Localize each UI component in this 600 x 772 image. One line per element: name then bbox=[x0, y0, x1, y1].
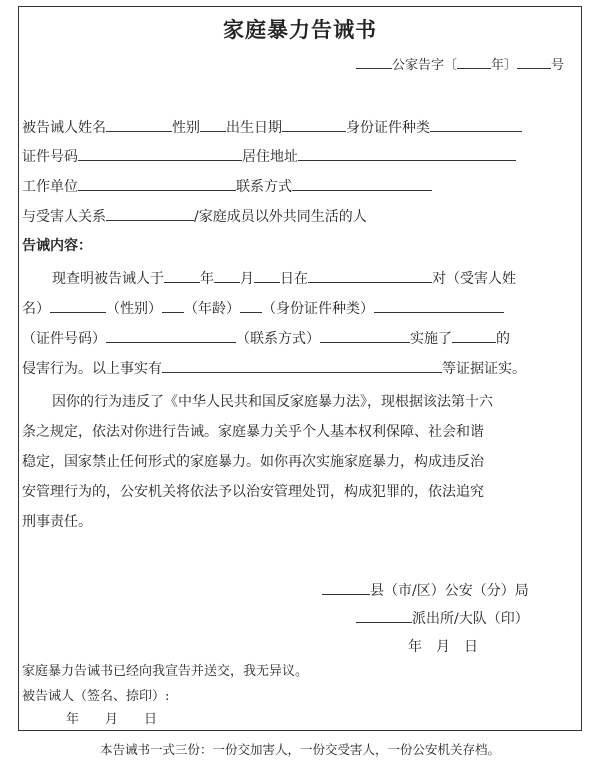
day-blank[interactable] bbox=[254, 268, 280, 283]
work-field[interactable] bbox=[78, 176, 236, 191]
signature-bureau: 县（市/区）公安（分）局 bbox=[322, 580, 529, 600]
name-field[interactable] bbox=[106, 117, 172, 132]
victim-id-no-blank[interactable] bbox=[106, 328, 236, 343]
relation-field[interactable] bbox=[106, 206, 194, 221]
birth-field[interactable] bbox=[282, 117, 346, 132]
evidence-blank[interactable] bbox=[162, 358, 442, 373]
id-type-field[interactable] bbox=[430, 117, 522, 132]
para-line-2: 条之规定，依法对你进行告诫。家庭暴力关乎个人基本权利保障、社会和谐 bbox=[22, 424, 484, 440]
signature-station: 派出所/大队（印） bbox=[356, 608, 529, 628]
victim-name-blank[interactable] bbox=[50, 298, 106, 313]
doc-number-blank[interactable] bbox=[356, 54, 392, 69]
doc-number: 公家告字〔 年〕 号 bbox=[356, 54, 564, 75]
para-line-4: 安管理行为的，公安机关将依法予以治安管理处罚，构成犯罪的，依法追究 bbox=[22, 484, 484, 500]
victim-gender-blank[interactable] bbox=[162, 298, 184, 313]
victim-id-type-blank[interactable] bbox=[374, 298, 504, 313]
id-no-field[interactable] bbox=[78, 146, 242, 161]
row-name: 被告诫人姓名 性别 出生日期 身份证件种类 bbox=[22, 117, 522, 137]
footer-note: 本告诫书一式三份：一份交加害人，一份交受害人，一份公安机关存档。 bbox=[99, 742, 500, 757]
row-relation: 与受害人关系 /家庭成员以外共同生活的人 bbox=[22, 206, 367, 226]
place-blank[interactable] bbox=[308, 268, 432, 283]
doc-title: 家庭暴力告诫书 bbox=[223, 17, 377, 42]
content-line-4: 侵害行为。以上事实有 等证据证实。 bbox=[22, 358, 526, 378]
para-line-1: 因你的行为违反了《中华人民共和国反家庭暴力法》，现根据该法第十六 bbox=[52, 394, 493, 410]
para-line-5: 刑事责任。 bbox=[22, 514, 92, 530]
month-blank[interactable] bbox=[214, 268, 240, 283]
content-line-1: 现查明被告诫人于 年 月 日在 对（受害人姓 bbox=[52, 268, 516, 288]
contact-field[interactable] bbox=[292, 176, 432, 191]
content-line-2: 名） （性别） （年龄） （身份证件种类） bbox=[22, 298, 504, 318]
content-line-3: （证件号码） （联系方式） 实施了 的 bbox=[22, 328, 510, 348]
signature-date: 年 月 日 bbox=[408, 639, 478, 655]
act-blank[interactable] bbox=[452, 328, 496, 343]
victim-contact-blank[interactable] bbox=[320, 328, 410, 343]
gender-field[interactable] bbox=[200, 117, 226, 132]
doc-year-blank[interactable] bbox=[457, 54, 491, 69]
ack-date: 年 月 日 bbox=[66, 712, 158, 727]
station-blank[interactable] bbox=[356, 608, 412, 623]
ack-line-1: 家庭暴力告诫书已经向我宣告并送交，我无异议。 bbox=[22, 664, 309, 679]
year-blank[interactable] bbox=[164, 268, 200, 283]
ack-line-2: 被告诫人（签名、捺印）: bbox=[22, 689, 170, 704]
row-work: 工作单位 联系方式 bbox=[22, 176, 432, 196]
para-line-3: 稳定，国家禁止任何形式的家庭暴力。如你再次实施家庭暴力，构成违反治 bbox=[22, 454, 484, 470]
county-blank[interactable] bbox=[322, 580, 370, 595]
doc-no-blank[interactable] bbox=[517, 54, 551, 69]
address-field[interactable] bbox=[298, 146, 516, 161]
row-id: 证件号码 居住地址 bbox=[22, 146, 516, 166]
section-title: 告诫内容： bbox=[22, 238, 92, 254]
victim-age-blank[interactable] bbox=[240, 298, 262, 313]
